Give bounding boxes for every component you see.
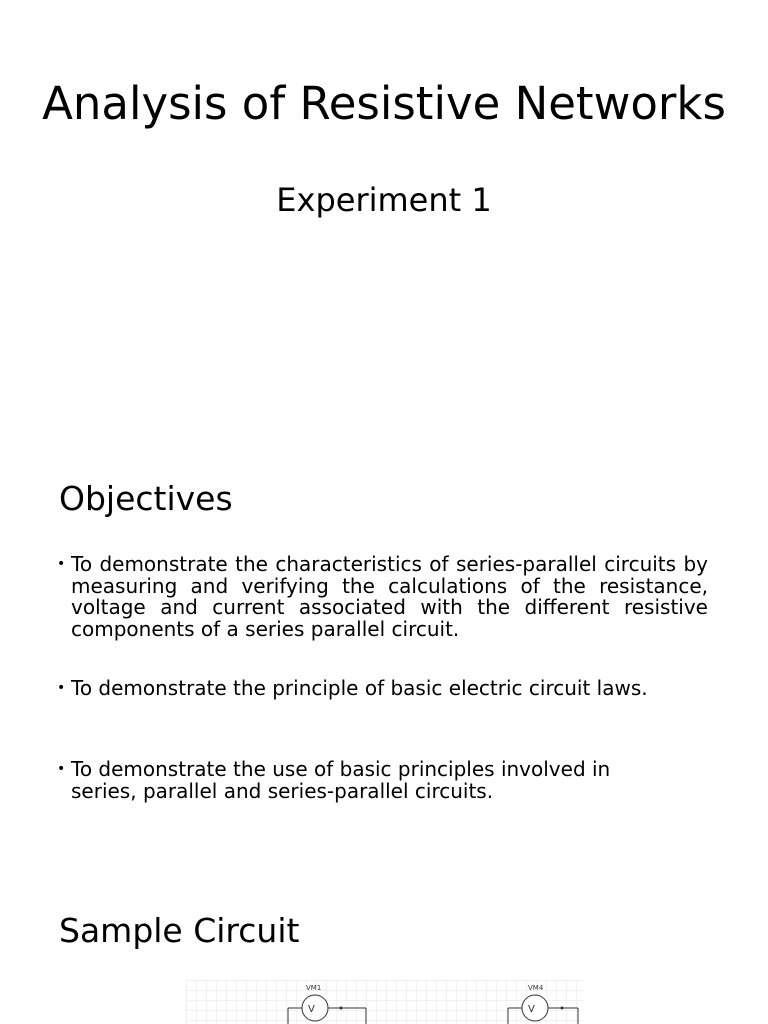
sample-circuit-heading: Sample Circuit — [59, 911, 300, 950]
objective-text: To demonstrate the use of basic principles involved in series, parallel and series-parallel circuits. — [71, 757, 611, 803]
title-slide — [0, 0, 768, 440]
bullet-icon: • — [57, 680, 66, 696]
objectives-slide — [0, 440, 768, 880]
objective-bullet-3 — [57, 759, 677, 802]
voltmeter-1-label: VM1 — [306, 984, 322, 992]
bullet-icon: • — [57, 556, 66, 572]
objectives-heading: Objectives — [59, 479, 233, 518]
objective-text: To demonstrate the principle of basic electric circuit laws. — [71, 676, 648, 700]
svg-text:V: V — [528, 1004, 535, 1015]
objective-text: To demonstrate the characteristics of series-parallel circuits by measuring and verifying the calculations of the resistance, voltage and current associated with the different resistive components of a series parallel circuit. — [71, 552, 708, 641]
sample-circuit-slide — [0, 880, 768, 1024]
circuit-schematic — [186, 980, 584, 1024]
slide-title: Analysis of Resistive Networks — [42, 77, 726, 130]
slide-subtitle: Experiment 1 — [276, 181, 492, 219]
objective-bullet-1 — [57, 554, 708, 640]
svg-text:V: V — [308, 1004, 315, 1015]
bullet-icon: • — [57, 761, 66, 777]
objective-bullet-2 — [57, 678, 657, 700]
voltmeter-4-label: VM4 — [528, 984, 544, 992]
circuit-diagram — [186, 980, 584, 1024]
